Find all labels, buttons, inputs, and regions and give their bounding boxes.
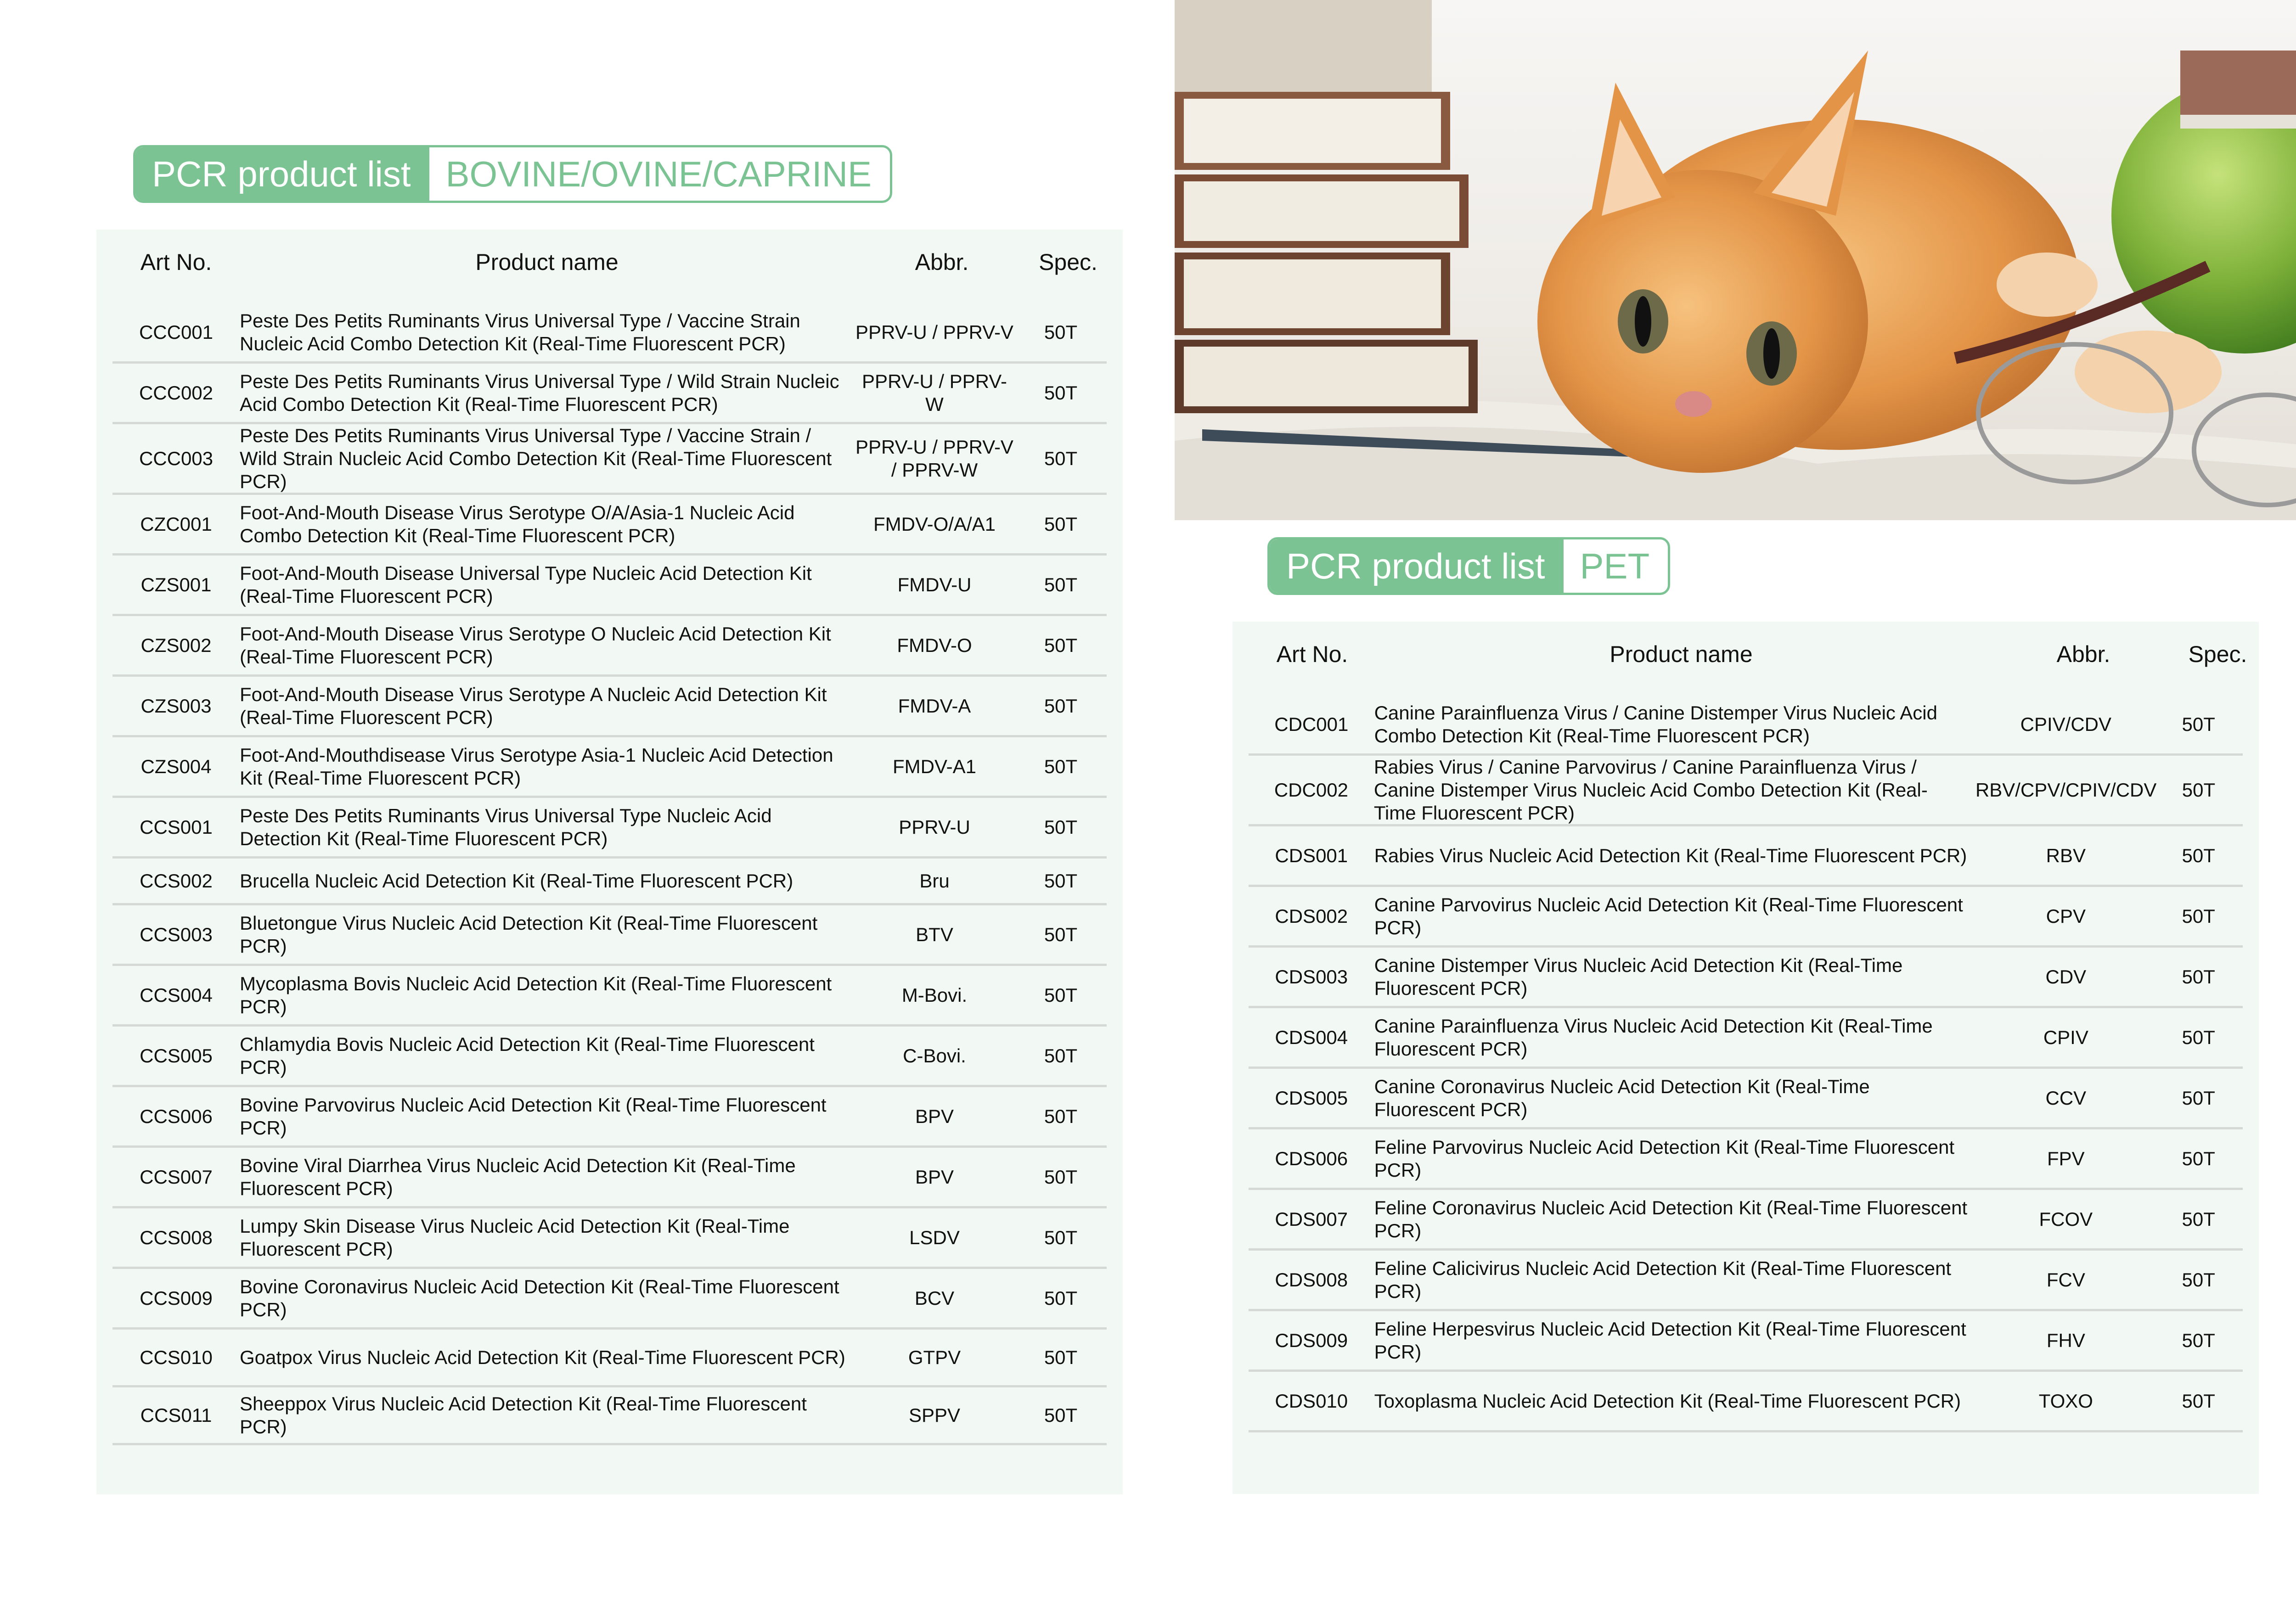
spec-cell: 50T — [1044, 573, 1078, 595]
art-no-cell: CCS008 — [140, 1226, 213, 1248]
abbr-cell: BPV — [915, 1105, 954, 1127]
abbr-cell: LSDV — [909, 1226, 960, 1248]
product-name-cell: Peste Des Petits Ruminants Virus Universal Type / Vaccine Strain Nucleic Acid Combo Detection Kit (Real-Time Fluorescent PCR) — [240, 309, 800, 354]
product-name-cell: Canine Coronavirus Nucleic Acid Detection Kit (Real-Time Fluorescent PCR) — [1374, 1075, 1870, 1120]
spec-cell: 50T — [1044, 695, 1078, 717]
art-no-cell: CZS002 — [141, 634, 212, 656]
art-no-cell: CCS010 — [140, 1346, 213, 1368]
product-name-cell: Bovine Viral Diarrhea Virus Nucleic Acid Detection Kit (Real-Time Fluorescent PCR) — [240, 1154, 796, 1199]
header-spec: Spec. — [2188, 641, 2247, 667]
table-row — [1249, 1129, 2243, 1190]
header-art-no: Art No. — [1276, 641, 1348, 667]
art-no-cell: CCS005 — [140, 1044, 213, 1067]
spec-cell: 50T — [1044, 923, 1078, 945]
art-no-cell: CDS008 — [1275, 1269, 1348, 1291]
product-name-cell: Foot-And-Mouth Disease Universal Type Nucleic Acid Detection Kit (Real-Time Fluorescent PCR) — [240, 562, 812, 607]
section-title-lead: PCR product list — [135, 147, 429, 201]
abbr-cell: PPRV-U / PPRV-V / PPRV-W — [855, 436, 1013, 481]
art-no-cell: CCS007 — [140, 1166, 213, 1188]
table-row — [1249, 695, 2243, 756]
abbr-cell: CCV — [2045, 1087, 2087, 1109]
table-row — [113, 303, 1107, 364]
table-row — [1249, 948, 2243, 1008]
spec-cell: 50T — [1044, 870, 1078, 892]
header-abbr: Abbr. — [915, 249, 969, 275]
kitten-photo — [1175, 0, 2296, 520]
table-header — [113, 244, 1114, 280]
product-name-cell: Bluetongue Virus Nucleic Acid Detection Kit (Real-Time Fluorescent PCR) — [240, 912, 818, 957]
art-no-cell: CCS001 — [140, 816, 213, 838]
table-row — [1249, 1008, 2243, 1069]
product-name-cell: Goatpox Virus Nucleic Acid Detection Kit (Real-Time Fluorescent PCR) — [240, 1346, 845, 1368]
abbr-cell: CPIV — [2043, 1026, 2088, 1048]
table-row — [113, 677, 1107, 737]
product-name-cell: Peste Des Petits Ruminants Virus Universal Type / Vaccine Strain / Wild Strain Nucleic Acid Combo Detection Kit (Real-Time Fluorescent PCR) — [240, 424, 832, 492]
table-row — [1249, 1372, 2243, 1432]
art-no-cell: CDS005 — [1275, 1087, 1348, 1109]
table-row — [113, 737, 1107, 798]
product-name-cell: Feline Coronavirus Nucleic Acid Detection Kit (Real-Time Fluorescent PCR) — [1374, 1196, 1968, 1241]
table-row — [1249, 1251, 2243, 1311]
spec-cell: 50T — [1044, 1044, 1078, 1067]
table-row — [113, 966, 1107, 1027]
table-row — [113, 1148, 1107, 1208]
product-table-bovine — [96, 230, 1123, 1494]
art-no-cell: CCS011 — [140, 1404, 212, 1426]
product-name-cell: Foot-And-Mouth Disease Virus Serotype O Nucleic Acid Detection Kit (Real-Time Fluorescent PCR) — [240, 623, 831, 668]
table-row — [113, 1269, 1107, 1330]
abbr-cell: CPIV/CDV — [2020, 713, 2112, 735]
art-no-cell: CDS001 — [1275, 844, 1348, 866]
abbr-cell: GTPV — [908, 1346, 961, 1368]
art-no-cell: CZS003 — [141, 695, 212, 717]
spec-cell: 50T — [1044, 816, 1078, 838]
table-row — [1249, 1069, 2243, 1129]
art-no-cell: CCC003 — [139, 447, 214, 469]
art-no-cell: CDS009 — [1275, 1329, 1348, 1351]
spec-cell: 50T — [1044, 755, 1078, 777]
product-name-cell: Foot-And-Mouth Disease Virus Serotype O/A/Asia-1 Nucleic Acid Combo Detection Kit (Real-Time Fluorescent PCR) — [240, 501, 795, 546]
header-art-no: Art No. — [140, 249, 212, 275]
spec-cell: 50T — [1044, 1166, 1078, 1188]
table-row — [113, 859, 1107, 905]
art-no-cell: CDC002 — [1274, 779, 1348, 801]
spec-cell: 50T — [1044, 1404, 1078, 1426]
art-no-cell: CDS006 — [1275, 1147, 1348, 1169]
abbr-cell: BCV — [914, 1287, 955, 1309]
table-row — [113, 1087, 1107, 1148]
art-no-cell: CCS006 — [140, 1105, 213, 1127]
product-name-cell: Canine Distemper Virus Nucleic Acid Detection Kit (Real-Time Fluorescent PCR) — [1374, 954, 1903, 999]
abbr-cell: FCOV — [2039, 1208, 2093, 1230]
header-product-name: Product name — [1609, 641, 1753, 667]
section-title-category: PET — [1580, 546, 1650, 586]
product-name-cell: Toxoplasma Nucleic Acid Detection Kit (Real-Time Fluorescent PCR) — [1374, 1390, 1961, 1412]
art-no-cell: CCC002 — [139, 382, 214, 404]
table-row — [113, 556, 1107, 616]
spec-cell: 50T — [2182, 1147, 2215, 1169]
table-row — [113, 1027, 1107, 1087]
abbr-cell: FMDV-O/A/A1 — [873, 513, 996, 535]
art-no-cell: CDS010 — [1275, 1390, 1348, 1412]
spec-cell: 50T — [1044, 1226, 1078, 1248]
product-name-cell: Sheeppox Virus Nucleic Acid Detection Kit (Real-Time Fluorescent PCR) — [240, 1392, 807, 1437]
spec-cell: 50T — [2182, 779, 2216, 801]
product-name-cell: Rabies Virus Nucleic Acid Detection Kit (Real-Time Fluorescent PCR) — [1374, 844, 1967, 866]
abbr-cell: PPRV-U — [899, 816, 970, 838]
spec-cell: 50T — [2182, 1269, 2215, 1291]
art-no-cell: CZS004 — [141, 755, 212, 777]
header-spec: Spec. — [1039, 249, 1097, 275]
table-row — [113, 424, 1107, 495]
table-row — [1249, 887, 2243, 948]
table-row — [113, 1208, 1107, 1269]
spec-cell: 50T — [1044, 447, 1078, 469]
art-no-cell: CCS009 — [140, 1287, 213, 1309]
spec-cell: 50T — [1044, 984, 1078, 1006]
abbr-cell: BPV — [915, 1166, 954, 1188]
table-row — [113, 905, 1107, 966]
product-name-cell: Brucella Nucleic Acid Detection Kit (Real-Time Fluorescent PCR) — [240, 870, 793, 892]
spec-cell: 50T — [2182, 1329, 2215, 1351]
table-row — [113, 495, 1107, 556]
table-header — [1249, 636, 2262, 672]
spec-cell: 50T — [2182, 965, 2215, 988]
art-no-cell: CDS002 — [1275, 905, 1348, 927]
abbr-cell: SPPV — [908, 1404, 961, 1426]
table-row — [113, 798, 1107, 859]
abbr-cell: FMDV-O — [897, 634, 972, 656]
art-no-cell: CDS004 — [1275, 1026, 1348, 1048]
abbr-cell: PPRV-U / PPRV-W — [862, 370, 1007, 415]
art-no-cell: CZC001 — [140, 513, 212, 535]
table-row — [113, 616, 1107, 677]
abbr-cell: TOXO — [2038, 1390, 2093, 1412]
product-name-cell: Feline Herpesvirus Nucleic Acid Detection Kit (Real-Time Fluorescent PCR) — [1374, 1318, 1966, 1363]
table-body — [113, 303, 1107, 1445]
abbr-cell: FMDV-U — [897, 573, 972, 595]
abbr-cell: M-Bovi. — [901, 984, 968, 1006]
spec-cell: 50T — [1044, 634, 1078, 656]
art-no-cell: CCS003 — [140, 923, 213, 945]
product-name-cell: Bovine Coronavirus Nucleic Acid Detection Kit (Real-Time Fluorescent PCR) — [240, 1275, 839, 1320]
table-row — [113, 364, 1107, 424]
product-name-cell: Peste Des Petits Ruminants Virus Universal Type Nucleic Acid Detection Kit (Real-Time Fluorescent PCR) — [240, 804, 772, 849]
spec-cell: 50T — [2182, 1208, 2215, 1230]
header-abbr: Abbr. — [2056, 641, 2110, 667]
product-name-cell: Canine Parvovirus Nucleic Acid Detection Kit (Real-Time Fluorescent PCR) — [1374, 893, 1963, 938]
abbr-cell: RBV/CPV/CPIV/CDV — [1975, 779, 2157, 801]
abbr-cell: FPV — [2047, 1147, 2085, 1169]
product-name-cell: Mycoplasma Bovis Nucleic Acid Detection Kit (Real-Time Fluorescent PCR) — [240, 972, 832, 1017]
product-name-cell: Chlamydia Bovis Nucleic Acid Detection Kit (Real-Time Fluorescent PCR) — [240, 1033, 815, 1078]
abbr-cell: FMDV-A1 — [892, 755, 977, 777]
art-no-cell: CCC001 — [139, 321, 214, 343]
section-title-category: BOVINE/OVINE/CAPRINE — [445, 154, 872, 194]
art-no-cell: CCS004 — [140, 984, 213, 1006]
art-no-cell: CZS001 — [141, 573, 212, 595]
abbr-cell: FCV — [2046, 1269, 2085, 1291]
section-title-pet — [1267, 537, 1670, 595]
abbr-cell: CDV — [2045, 965, 2087, 988]
spec-cell: 50T — [1044, 1105, 1078, 1127]
abbr-cell: PPRV-U / PPRV-V — [855, 321, 1013, 343]
abbr-cell: Bru — [919, 870, 950, 892]
product-name-cell: Foot-And-Mouth Disease Virus Serotype A Nucleic Acid Detection Kit (Real-Time Fluorescent PCR) — [240, 683, 827, 728]
abbr-cell: C-Bovi. — [903, 1044, 966, 1067]
spec-cell: 50T — [1044, 382, 1078, 404]
product-name-cell: Foot-And-Mouthdisease Virus Serotype Asia-1 Nucleic Acid Detection Kit (Real-Time Fluorescent PCR) — [240, 744, 833, 789]
spec-cell: 50T — [2182, 713, 2215, 735]
table-row — [113, 1330, 1107, 1387]
product-name-cell: Rabies Virus / Canine Parvovirus / Canine Parainfluenza Virus / Canine Distemper Virus Nucleic Acid Combo Detection Kit (Real-Time Fluorescent PCR) — [1373, 756, 1928, 824]
product-name-cell: Canine Parainfluenza Virus Nucleic Acid Detection Kit (Real-Time Fluorescent PCR) — [1374, 1015, 1933, 1060]
spec-cell: 50T — [1044, 1287, 1078, 1309]
spec-cell: 50T — [2182, 1087, 2215, 1109]
section-title-lead: PCR product list — [1270, 539, 1564, 593]
table-row — [113, 1387, 1107, 1445]
abbr-cell: RBV — [2046, 844, 2086, 866]
table-row — [1249, 756, 2243, 826]
table-body — [1249, 695, 2243, 1432]
section-title-bovine — [133, 145, 892, 203]
product-name-cell: Feline Parvovirus Nucleic Acid Detection Kit (Real-Time Fluorescent PCR) — [1374, 1136, 1955, 1181]
spec-cell: 50T — [2182, 905, 2215, 927]
art-no-cell: CDS003 — [1275, 965, 1348, 988]
table-row — [1249, 826, 2243, 887]
art-no-cell: CCS002 — [140, 870, 213, 892]
abbr-cell: CPV — [2046, 905, 2086, 927]
spec-cell: 50T — [1044, 1346, 1078, 1368]
abbr-cell: BTV — [916, 923, 953, 945]
abbr-cell: FMDV-A — [898, 695, 971, 717]
product-table-pet — [1232, 622, 2259, 1494]
product-name-cell: Peste Des Petits Ruminants Virus Universal Type / Wild Strain Nucleic Acid Combo Detection Kit (Real-Time Fluorescent PCR) — [240, 370, 839, 415]
spec-cell: 50T — [1044, 321, 1078, 343]
art-no-cell: CDC001 — [1274, 713, 1349, 735]
spec-cell: 50T — [1044, 513, 1078, 535]
art-no-cell: CDS007 — [1275, 1208, 1348, 1230]
header-product-name: Product name — [475, 249, 619, 275]
product-name-cell: Canine Parainfluenza Virus / Canine Distemper Virus Nucleic Acid Combo Detection Kit (Real-Time Fluorescent PCR) — [1374, 702, 1937, 747]
spec-cell: 50T — [2182, 1026, 2215, 1048]
product-name-cell: Bovine Parvovirus Nucleic Acid Detection Kit (Real-Time Fluorescent PCR) — [240, 1094, 827, 1139]
product-name-cell: Feline Calicivirus Nucleic Acid Detection Kit (Real-Time Fluorescent PCR) — [1374, 1257, 1952, 1302]
spec-cell: 50T — [2182, 844, 2215, 866]
spec-cell: 50T — [2182, 1390, 2215, 1412]
abbr-cell: FHV — [2046, 1329, 2085, 1351]
table-row — [1249, 1311, 2243, 1372]
table-row — [1249, 1190, 2243, 1251]
product-name-cell: Lumpy Skin Disease Virus Nucleic Acid Detection Kit (Real-Time Fluorescent PCR) — [240, 1215, 790, 1260]
